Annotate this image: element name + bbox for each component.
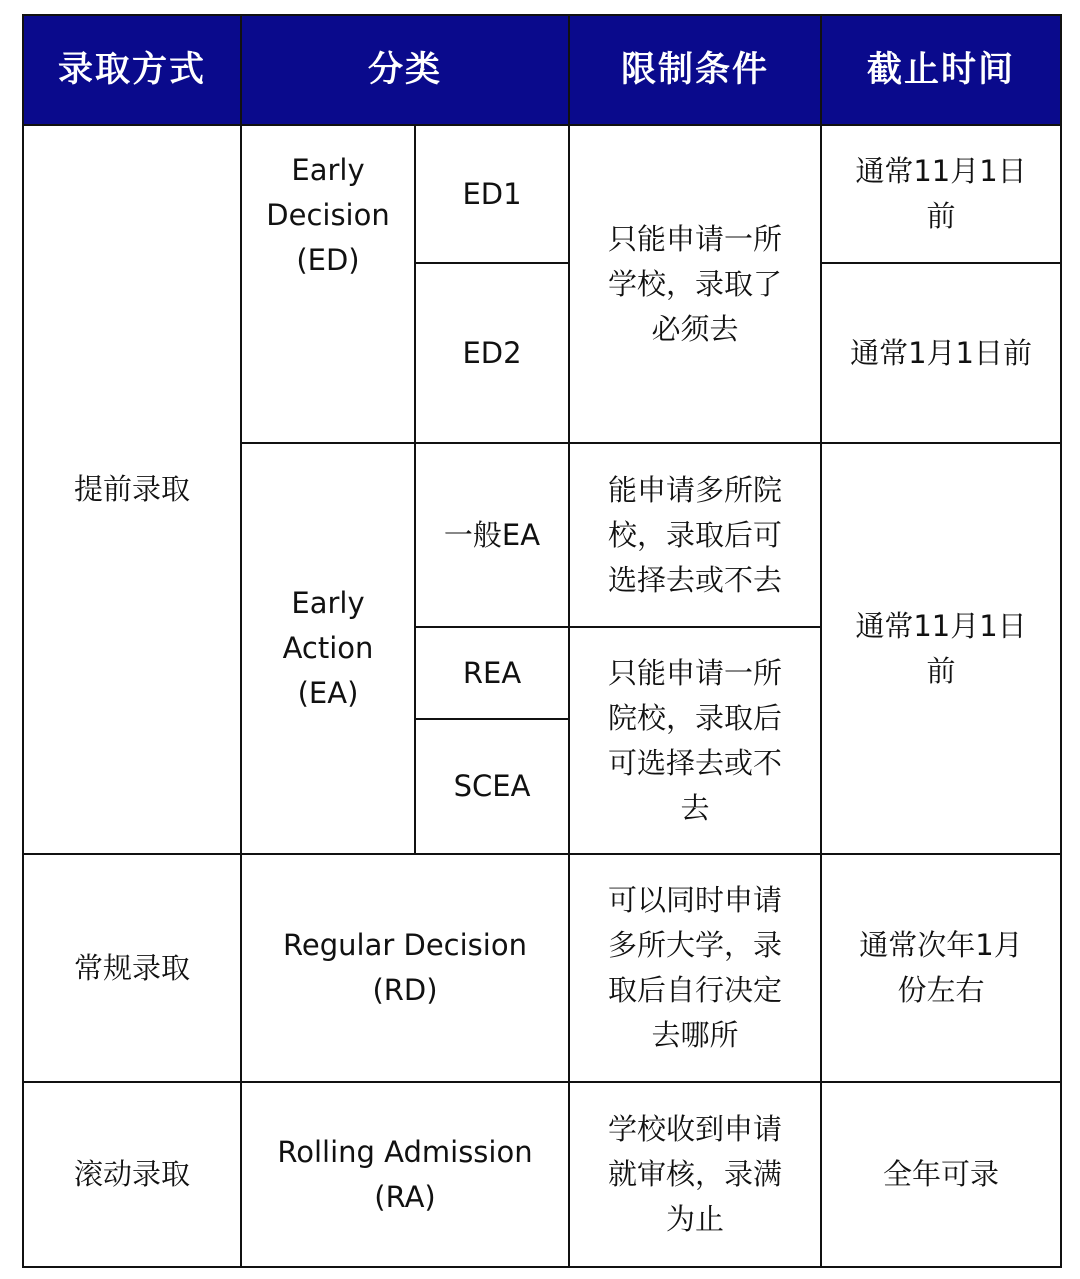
regular-restriction: 可以同时申请多所大学，录取后自行决定去哪所 [569,854,821,1082]
ed2-deadline: 通常1月1日前 [821,263,1061,443]
table-row [23,1082,1061,1267]
ed1-deadline: 通常11月1日前 [821,125,1061,263]
rolling-deadline: 全年可录 [821,1082,1061,1267]
admission-table [22,14,1062,1268]
header-row [23,15,1061,125]
rolling-name: Rolling Admission (RA) [241,1082,569,1267]
rolling-restriction: 学校收到申请就审核，录满为止 [569,1082,821,1267]
header-method: 录取方式 [23,15,241,125]
rea-restriction: 只能申请一所院校，录取后可选择去或不去 [569,627,821,854]
ed2: ED2 [415,263,569,443]
header-restriction: 限制条件 [569,15,821,125]
ed-name: Early Decision (ED) [241,125,415,443]
table-row [23,854,1061,1082]
scea: SCEA [415,719,569,854]
rolling-method: 滚动录取 [23,1082,241,1267]
ea-name: Early Action (EA) [241,443,415,854]
regular-deadline: 通常次年1月份左右 [821,854,1061,1082]
ed-restriction: 只能申请一所学校，录取了必须去 [569,125,821,443]
ed1: ED1 [415,125,569,263]
early-method: 提前录取 [23,125,241,854]
ea-deadline: 通常11月1日前 [821,443,1061,854]
regular-name: Regular Decision (RD) [241,854,569,1082]
regular-method: 常规录取 [23,854,241,1082]
table-row [23,125,1061,263]
ea-general: 一般EA [415,443,569,627]
rea: REA [415,627,569,719]
header-deadline: 截止时间 [821,15,1061,125]
header-category: 分类 [241,15,569,125]
ea-restriction: 能申请多所院校，录取后可选择去或不去 [569,443,821,627]
